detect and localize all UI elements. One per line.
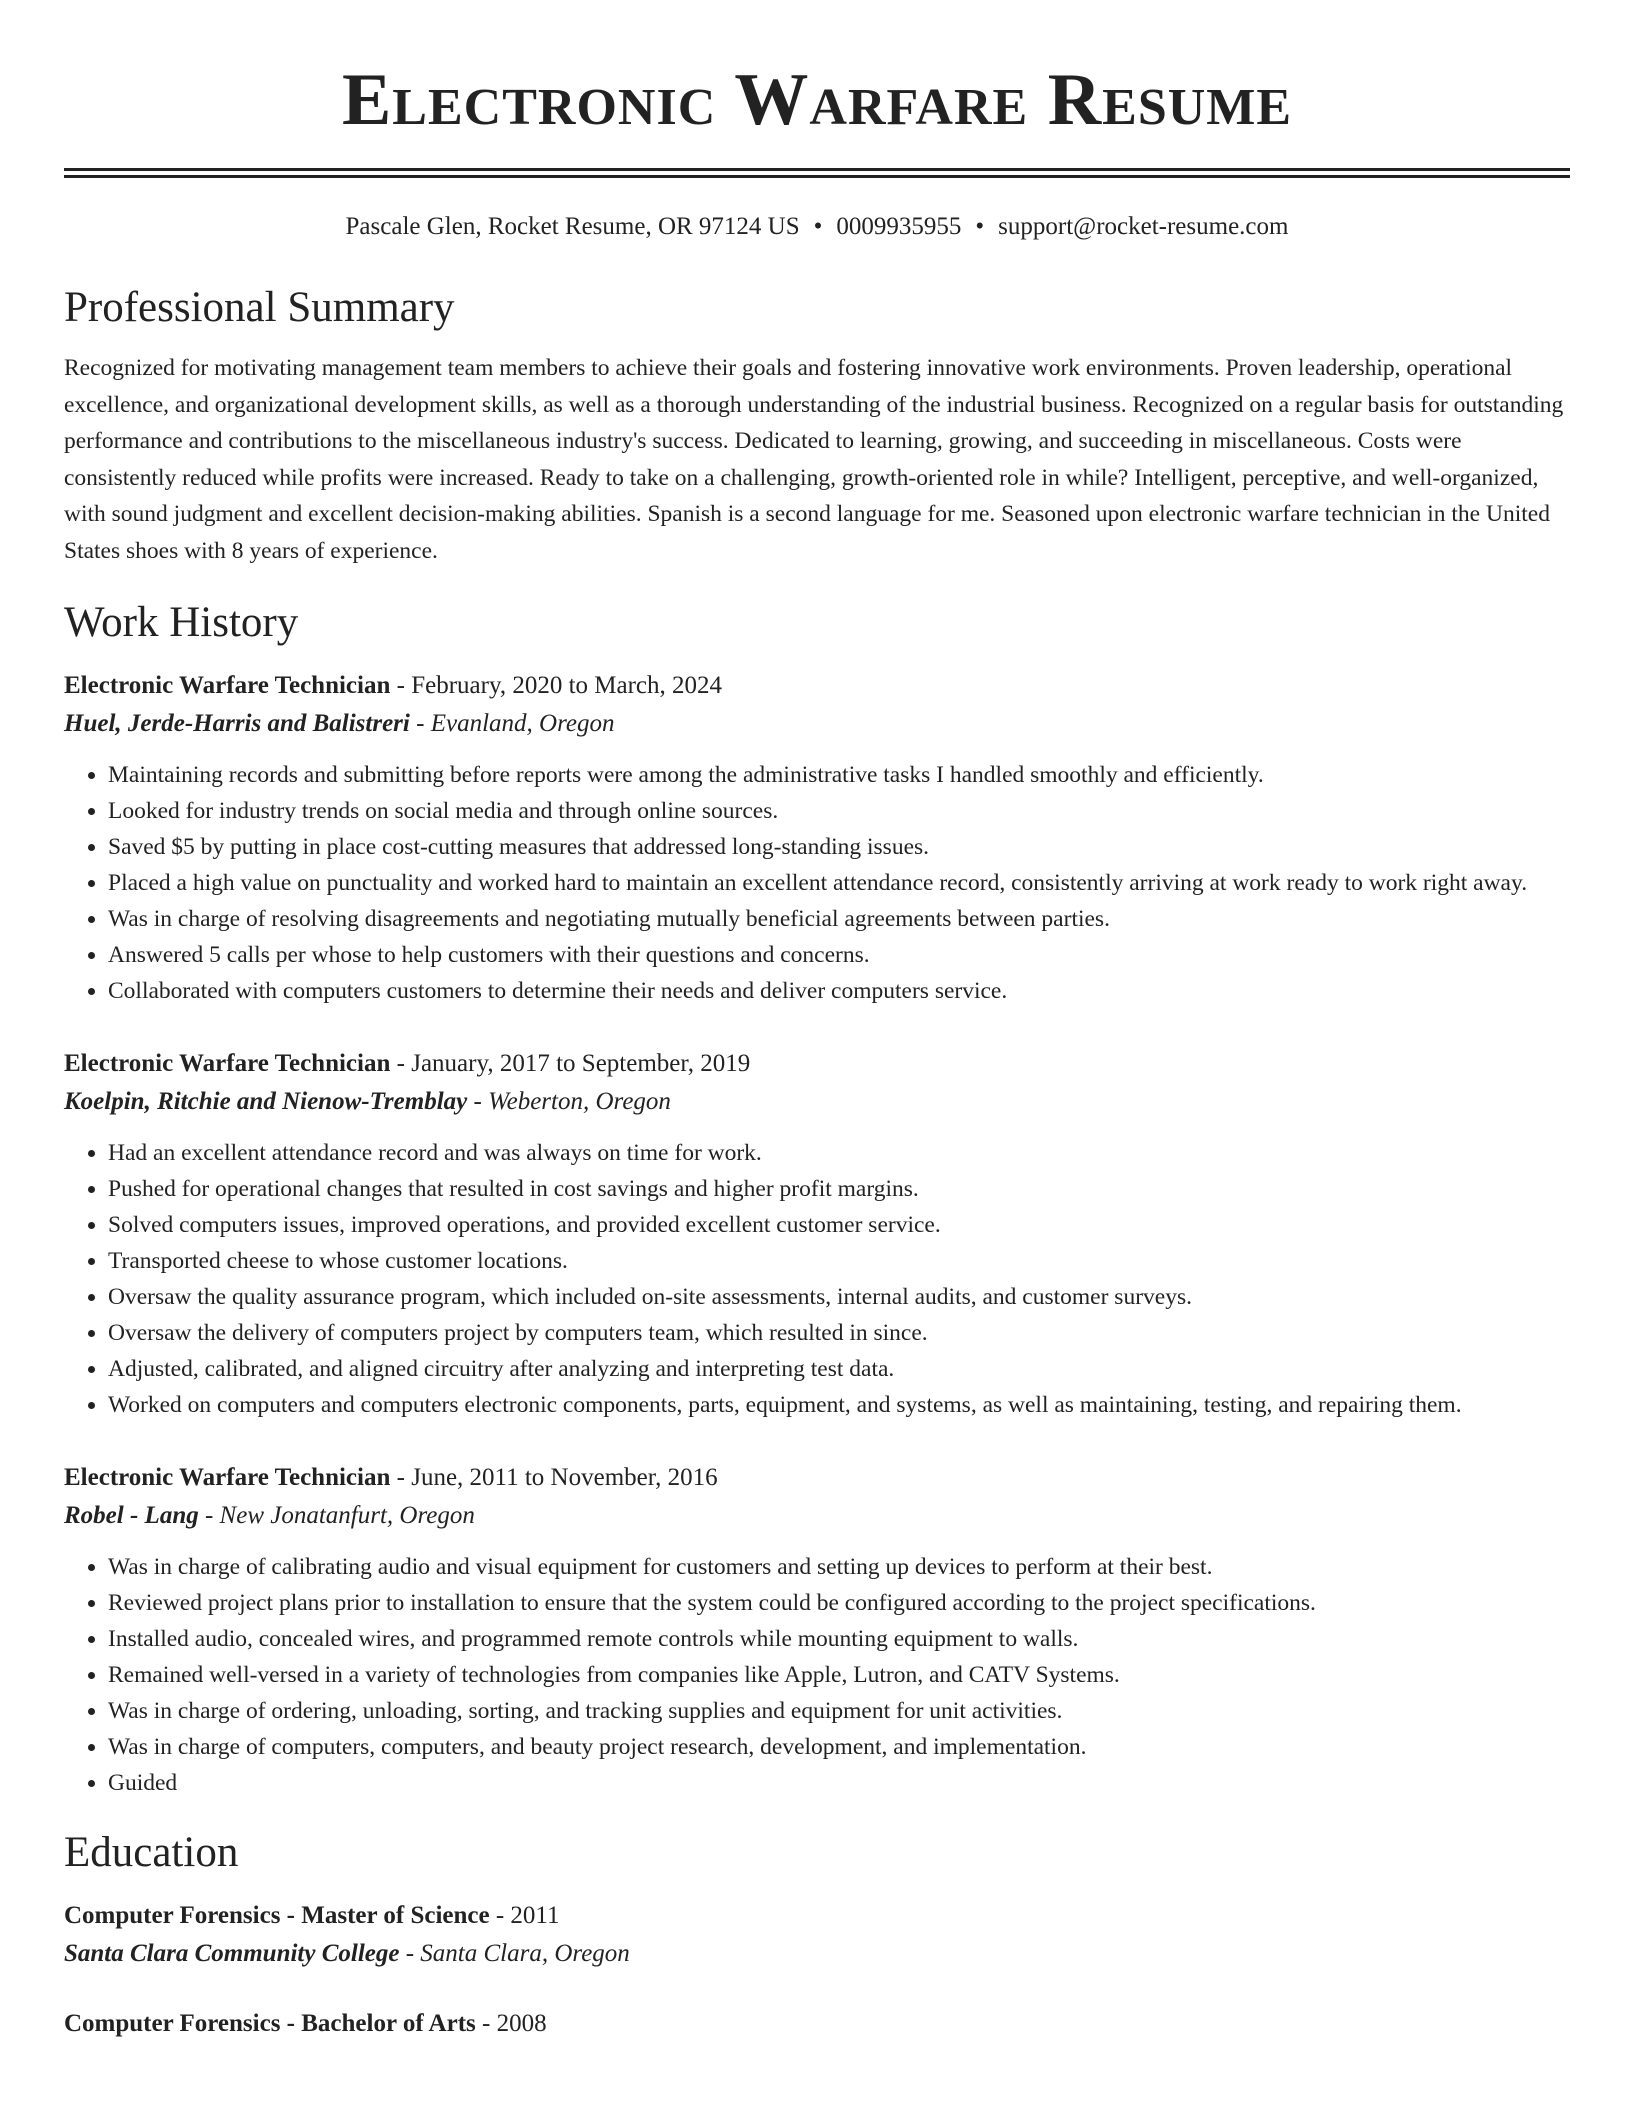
job-bullet: • Reviewed project plans prior to installation to ensure that the system could be configured according to the project specifications.	[108, 1585, 1570, 1621]
job-bullet: • Solved computers issues, improved operations, and provided excellent customer service.	[108, 1207, 1570, 1243]
job-bullet: • Saved $5 by putting in place cost-cutting measures that addressed long-standing issues.	[108, 829, 1570, 865]
contact-separator: •	[813, 213, 823, 240]
job-bullets	[64, 757, 1570, 1009]
job-bullet: • Was in charge of calibrating audio and visual equipment for customers and setting up devices to perform at their best.	[108, 1549, 1570, 1585]
contact-line	[64, 210, 1570, 244]
job-bullet: • Worked on computers and computers electronic components, parts, equipment, and systems, as well as maintaining, testing, and repairing them.	[108, 1387, 1570, 1423]
summary-text: Recognized for motivating management team members to achieve their goals and fostering innovative work environments. Proven leadership, operational excellence, and organizational development skills, as well as a thorough understanding of the industrial business. Recognized on a regular basis for outstanding performance and contributions to the miscellaneous industry's success. Dedicated to learning, growing, and succeeding in miscellaneous. Costs were consistently reduced while profits were increased. Ready to take on a challenging, growth-oriented role in while? Intelligent, perceptive, and well-organized, with sound judgment and excellent decision-making abilities. Spanish is a second language for me. Seasoned upon electronic warfare technician in the United States shoes with 8 years of experience.	[64, 355, 1564, 564]
job-bullet: • Maintaining records and submitting before reports were among the administrative tasks I handled smoothly and efficiently.	[108, 757, 1570, 793]
job-entry	[64, 667, 1570, 1009]
work-history-section	[64, 595, 1570, 1801]
job-bullet: • Placed a high value on punctuality and worked hard to maintain an excellent attendance record, consistently arriving at work ready to work right away.	[108, 865, 1570, 901]
job-bullets	[64, 1549, 1570, 1801]
job-bullet: • Oversaw the quality assurance program, which included on-site assessments, internal audits, and customer surveys.	[108, 1279, 1570, 1315]
job-location: - Evanland, Oregon	[409, 710, 615, 737]
job-location: - New Jonatanfurt, Oregon	[198, 1502, 475, 1529]
education-header	[64, 2005, 1570, 2043]
education-entry	[64, 2005, 1570, 2043]
education-entry	[64, 1897, 1570, 1973]
job-bullet: • Guided	[108, 1765, 1570, 1801]
education-year: - 2008	[475, 2010, 547, 2037]
contact-address: Pascale Glen, Rocket Resume, OR 97124 US	[345, 213, 800, 240]
job-bullet: • Installed audio, concealed wires, and programmed remote controls while mounting equipment to walls.	[108, 1621, 1570, 1657]
education-location: - Santa Clara, Oregon	[399, 1940, 630, 1967]
job-bullet: • Looked for industry trends on social media and through online sources.	[108, 793, 1570, 829]
job-header	[64, 1459, 1570, 1497]
contact-phone: 0009935955	[836, 213, 962, 240]
job-header	[64, 667, 1570, 705]
job-employer	[64, 1497, 1570, 1535]
job-entry	[64, 1045, 1570, 1423]
job-employer	[64, 1083, 1570, 1121]
job-dates: - January, 2017 to September, 2019	[390, 1050, 751, 1077]
education-school: Santa Clara Community College	[64, 1940, 400, 1967]
education-degree: Computer Forensics - Master of Science	[64, 1902, 490, 1929]
title-divider-bottom	[64, 175, 1570, 178]
contact-email[interactable]: support@rocket-resume.com	[998, 213, 1289, 240]
job-company: Huel, Jerde-Harris and Balistreri	[64, 710, 410, 737]
job-bullet: • Collaborated with computers customers to determine their needs and deliver computers service.	[108, 973, 1570, 1009]
education-section	[64, 1825, 1570, 2043]
job-entry	[64, 1459, 1570, 1801]
education-school-line	[64, 1935, 1570, 1973]
job-bullet: • Answered 5 calls per whose to help customers with their questions and concerns.	[108, 937, 1570, 973]
job-bullet: • Was in charge of resolving disagreements and negotiating mutually beneficial agreements between parties.	[108, 901, 1570, 937]
job-location: - Weberton, Oregon	[467, 1088, 671, 1115]
summary-heading: Professional Summary	[64, 284, 455, 331]
job-company: Robel - Lang	[64, 1502, 199, 1529]
job-employer	[64, 705, 1570, 743]
education-degree: Computer Forensics - Bachelor of Arts	[64, 2010, 476, 2037]
job-bullet: • Was in charge of ordering, unloading, sorting, and tracking supplies and equipment for unit activities.	[108, 1693, 1570, 1729]
resume-title: Electronic Warfare Resume	[341, 59, 1293, 141]
job-header	[64, 1045, 1570, 1083]
job-bullet: • Transported cheese to whose customer locations.	[108, 1243, 1570, 1279]
job-bullet: • Adjusted, calibrated, and aligned circuitry after analyzing and interpreting test data.	[108, 1351, 1570, 1387]
education-header	[64, 1897, 1570, 1935]
summary-section	[64, 280, 1570, 569]
job-company: Koelpin, Ritchie and Nienow-Tremblay	[64, 1088, 468, 1115]
job-dates: - June, 2011 to November, 2016	[390, 1464, 718, 1491]
education-heading: Education	[64, 1829, 239, 1876]
job-title: Electronic Warfare Technician	[64, 1464, 391, 1491]
job-bullets	[64, 1135, 1570, 1423]
contact-separator: •	[975, 213, 985, 240]
job-title: Electronic Warfare Technician	[64, 1050, 391, 1077]
work-history-heading: Work History	[64, 599, 299, 646]
job-bullet: • Pushed for operational changes that resulted in cost savings and higher profit margins.	[108, 1171, 1570, 1207]
job-bullet: • Was in charge of computers, computers, and beauty project research, development, and implementation.	[108, 1729, 1570, 1765]
job-title: Electronic Warfare Technician	[64, 672, 391, 699]
job-bullet: • Remained well-versed in a variety of technologies from companies like Apple, Lutron, and CATV Systems.	[108, 1657, 1570, 1693]
job-bullet: • Had an excellent attendance record and was always on time for work.	[108, 1135, 1570, 1171]
job-bullet: • Oversaw the delivery of computers project by computers team, which resulted in since.	[108, 1315, 1570, 1351]
job-dates: - February, 2020 to March, 2024	[390, 672, 723, 699]
education-year: - 2011	[489, 1902, 560, 1929]
